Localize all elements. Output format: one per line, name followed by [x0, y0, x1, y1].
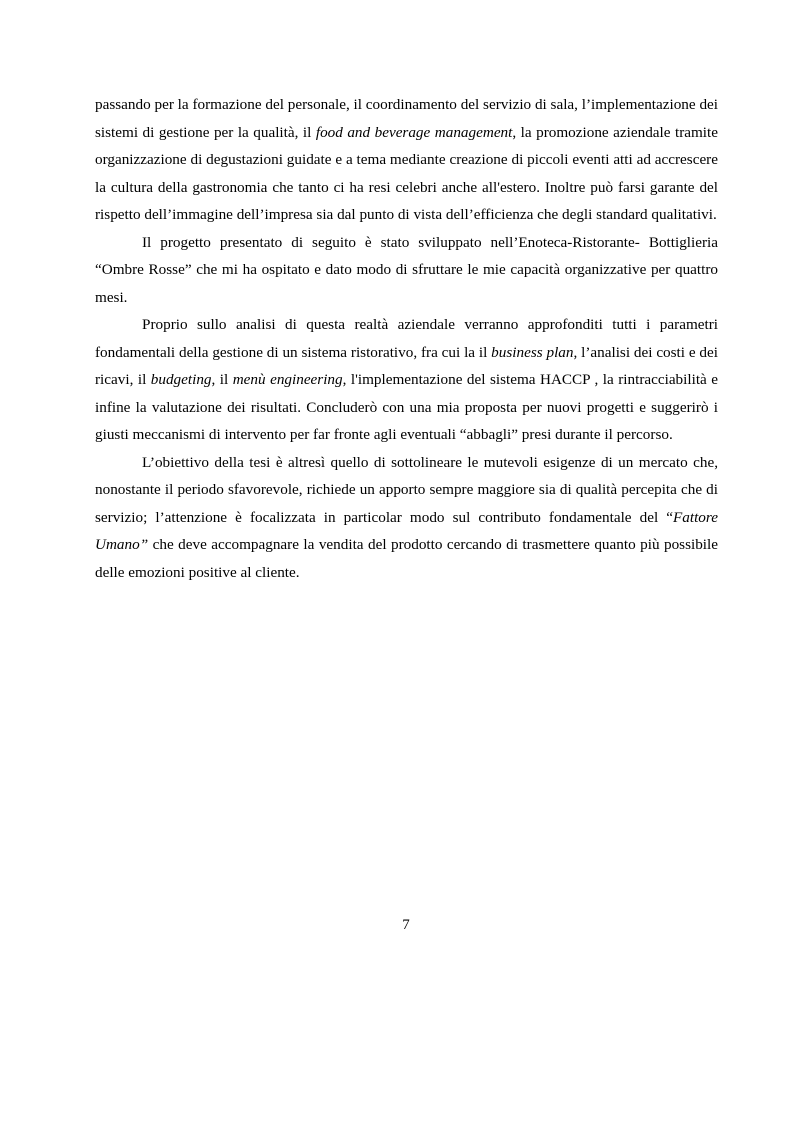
paragraph-3-italic-1: business plan [491, 343, 574, 361]
paragraph-1-text-1: passando per la formazione del personale, il coordinamento del servizio di sala, l’implementazione dei sistemi di gestione per la qualità, il [95, 96, 718, 141]
paragraph-3-text-3: , il [211, 371, 233, 388]
paragraph-2 [95, 229, 718, 312]
paragraph-3-italic-2: budgeting [150, 371, 212, 388]
paragraph-3 [95, 311, 718, 449]
paragraph-1-text-2: , la promozione aziendale tramite organizzazione di degustazioni guidate e a tema mediante creazione di piccoli eventi atti ad accrescere la cultura della gastronomia che tanto ci ha resi celebri anche all'estero. Inoltre può farsi garante del rispetto dell’immagine dell’impresa sia dal punto di vista dell’efficienza che degli standard qualitativi. [95, 123, 718, 223]
paragraph-2-text-1: Il progetto presentato di seguito è stato sviluppato nell’Enoteca-Ristorante- Bottiglieria “Ombre Rosse” che mi ha ospitato e dato modo di sfruttare le mie capacità organizzative per quattro mesi. [95, 233, 718, 306]
paragraph-4 [95, 449, 718, 587]
paragraph-4-italic-1: Fattore Umano” [95, 508, 718, 553]
paragraph-4-text-2: che deve accompagnare la vendita del prodotto cercando di trasmettere quanto più possibile delle emozioni positive al cliente. [95, 536, 718, 581]
paragraph-1-italic-1: food and beverage management [315, 123, 513, 141]
document-body [95, 91, 718, 586]
paragraph-3-text-1: Proprio sullo analisi di questa realtà aziendale verranno approfonditi tutti i parametri fondamentali della gestione di un sistema ristorativo, fra cui la il [95, 316, 718, 361]
paragraph-4-text-1: L’obiettivo della tesi è altresì quello di sottolineare le mutevoli esigenze di un mercato che, nonostante il periodo sfavorevole, richiede un apporto sempre maggiore sia di qualità percepita che di servizio; l’attenzione è focalizzata in particolar modo sul contributo fondamentale del “ [95, 453, 718, 526]
paragraph-3-text-2: , l’analisi dei costi e dei ricavi, il [95, 343, 718, 388]
paragraph-1 [95, 91, 718, 229]
page-number: 7 [402, 917, 410, 933]
paragraph-3-italic-3: menù engineering [232, 371, 343, 388]
paragraph-3-text-4: , l'implementazione del sistema HACCP , la rintracciabilità e infine la valutazione dei risultati. Concluderò con una mia proposta per nuovi progetti e suggerirò i giusti meccanismi di intervento per far fronte agli eventuali “abbagli” presi durante il percorso. [95, 371, 718, 443]
